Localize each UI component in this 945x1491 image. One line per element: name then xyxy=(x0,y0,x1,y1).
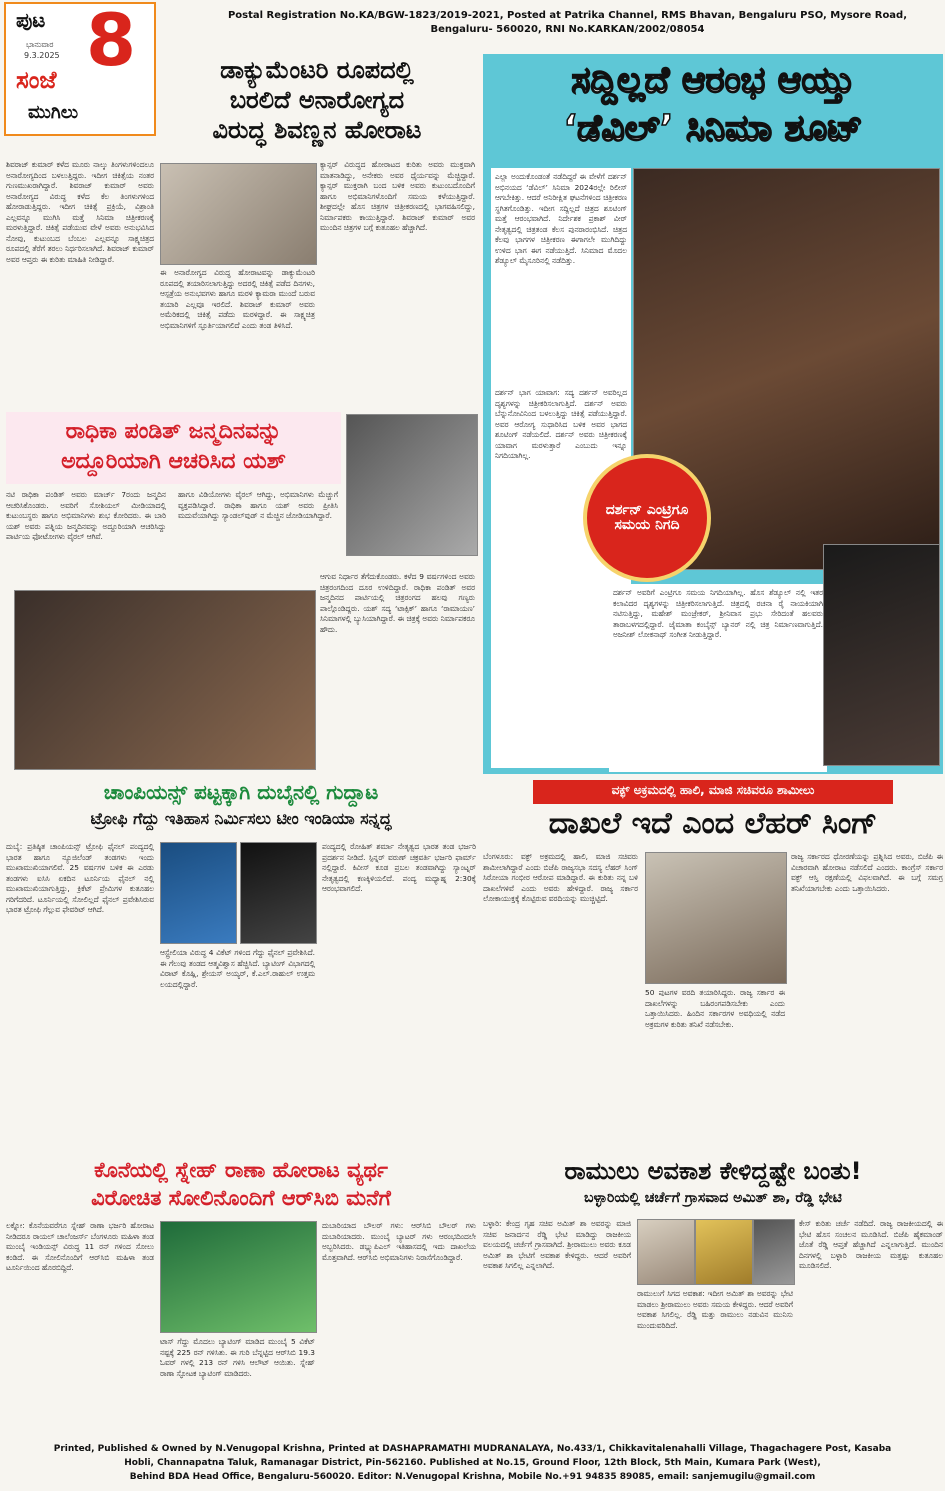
day: ಭಾನುವಾರ xyxy=(26,40,54,49)
callout-circle xyxy=(583,454,711,582)
party-group-photo xyxy=(14,590,316,770)
santner-photo xyxy=(240,842,317,944)
article-body: ಬೆಂಗಳೂರು: ವಕ್ಫ್ ಅಕ್ರಮದಲ್ಲಿ ಹಾಲಿ, ಮಾಜಿ ಸಚಿವರು ಶಾಮೀಲಾಗಿದ್ದಾರೆ ಎಂದು ಬಿಜೆಪಿ ರಾಜ್ಯಸಭಾ ಸದಸ್ಯ ಲೆಹರ್ ಸಿಂಗ್ ಸಿರೋಯಾ ಗಂಭೀರ ಆರೋಪ ಮಾಡಿದ್ದಾರೆ. ಈ ಕುರಿತು ನನ್ನ ಬಳಿ ದಾಖಲೆಗಳಿವೆ ಎಂದು ಅವರು ಹೇಳಿದ್ದಾರೆ. ರಾಜ್ಯ ಸರ್ಕಾರ ಲೋಕಾಯುಕ್ತಕ್ಕೆ ಕೊಟ್ಟಿರುವ ವರದಿಯನ್ನು ಮುಚ್ಚಿಟ್ಟಿದೆ. xyxy=(483,852,638,903)
headline-line: ಬರಲಿದೆ ಅನಾರೋಗ್ಯದ xyxy=(229,86,405,114)
article-body: ದುಬಾರಿಯಾದ ಬೌಲರ್ ಗಳು: ಆರ್‌ಸಿಬಿ ಬೌಲರ್ ಗಳು ದುಬಾರಿಯಾದರು. ಮುಂಬೈ ಬ್ಯಾಟರ್ ಗಳು ಆರಂಭದಿಂದಲೇ ಅಬ್ಬರಿಸಿದರು. ಡಬ್ಲ್ಯುಪಿಎಲ್ ಇತಿಹಾಸದಲ್ಲಿ ಇದು ದಾಖಲೆಯ ಮೊತ್ತವಾಗಿದೆ. ಆರ್‌ಸಿಬಿ ಅಭಿಮಾನಿಗಳು ನಿರಾಸೆಗೊಂಡಿದ್ದಾರೆ. xyxy=(322,1221,476,1262)
article-radhika xyxy=(6,412,476,772)
article-body: ದರ್ಶನ್ ಭಾಗ ಯಾವಾಗ: ಸದ್ಯ ದರ್ಶನ್ ಅವರಿಲ್ಲದ ದೃಶ್ಯಗಳನ್ನು ಚಿತ್ರೀಕರಿಸಲಾಗುತ್ತಿದೆ. ದರ್ಶನ್ ಅವರು ಬೆನ್ನುನೋವಿನಿಂದ ಬಳಲುತ್ತಿದ್ದು ಚಿಕಿತ್ಸೆ ಪಡೆಯುತ್ತಿದ್ದಾರೆ. ಅವರ ಆರೋಗ್ಯ ಸುಧಾರಿಸಿದ ಬಳಿಕ ಅವರ ಭಾಗದ ಶೂಟಿಂಗ್ ನಡೆಯಲಿದೆ. ದರ್ಶನ್ ಅವರು ಚಿತ್ರೀಕರಣಕ್ಕೆ ಯಾವಾಗ ಮರಳುತ್ತಾರೆ ಎಂಬುದು ಇನ್ನೂ ನಿಗದಿಯಾಗಿಲ್ಲ. xyxy=(495,388,627,460)
article-body: ದರ್ಶನ್ ಅವರಿಗೆ ಎಂಟ್ರಿಗೂ ಸಮಯ ನಿಗದಿಯಾಗಿಲ್ಲ. ಹೊಸ ಶೆಡ್ಯೂಲ್ ನಲ್ಲಿ ಇತರ ಕಲಾವಿದರ ದೃಶ್ಯಗಳನ್ನು ಚಿತ್ರೀಕರಿಸಲಾಗುತ್ತಿದೆ. ಚಿತ್ರದಲ್ಲಿ ರಚನಾ ರೈ ನಾಯಕಿಯಾಗಿ ನಟಿಸುತ್ತಿದ್ದು, ಮಹೇಶ್ ಮಂಜ್ರೇಕರ್, ಶ್ರೀನಿವಾಸ ಪ್ರಭು ಸೇರಿದಂತೆ ಹಲವರು ತಾರಾಬಳಗದಲ್ಲಿದ್ದಾರೆ. ಜೈಮಾತಾ ಕಂಬೈನ್ಸ್ ಬ್ಯಾನರ್ ನಲ್ಲಿ ಚಿತ್ರ ನಿರ್ಮಾಣವಾಗುತ್ತಿದೆ. ಅಜನೀಶ್ ಲೋಕನಾಥ್ ಸಂಗೀತ ನೀಡುತ್ತಿದ್ದಾರೆ. xyxy=(609,584,827,772)
headline-box xyxy=(6,412,341,484)
article-body: ಲಕ್ನೋ: ಕೊನೆಯವರೆಗೂ ಸ್ನೇಹ್ ರಾಣಾ ಭರ್ಜರಿ ಹೋರಾಟ ನೀಡಿದರೂ ರಾಯಲ್ ಚಾಲೆಂಜರ್ಸ್ ಬೆಂಗಳೂರು ಮಹಿಳಾ ತಂಡ ಮುಂಬೈ ಇಂಡಿಯನ್ಸ್ ವಿರುದ್ಧ 11 ರನ್ ಗಳಿಂದ ಸೋಲು ಕಂಡಿದೆ. ಈ ಸೋಲಿನೊಂದಿಗೆ ಆರ್‌ಸಿಬಿ ಮಹಿಳಾ ತಂಡ ಟೂರ್ನಿಯಿಂದ ಹೊರಬಿದ್ದಿದೆ. xyxy=(6,1221,154,1272)
yash-radhika-photo xyxy=(346,414,478,556)
headline-line: ವಿರುದ್ಧ ಶಿವಣ್ಣನ ಹೋರಾಟ xyxy=(212,116,422,144)
page-word: ಪುಟ xyxy=(16,8,46,32)
callout-text: ದರ್ಶನ್ ಎಂಟ್ರಿಗೂ ಸಮಯ ನಿಗದಿ xyxy=(605,501,689,533)
amit-shah-photo xyxy=(637,1219,695,1285)
article-shivanna xyxy=(157,54,477,154)
reddy-photo xyxy=(695,1219,753,1285)
rohit-photo xyxy=(160,842,237,944)
headline-line: ದಾಖಲೆ ಇದೆ ಎಂದ ಲೆಹರ್ ಸಿಂಗ್ xyxy=(548,806,878,841)
paper-name-2: ಮುಗಿಲು xyxy=(28,102,79,123)
article-body: ಬಳ್ಳಾರಿ: ಕೇಂದ್ರ ಗೃಹ ಸಚಿವ ಅಮಿತ್ ಶಾ ಅವರನ್ನು ಮಾಜಿ ಸಚಿವ ಜನಾರ್ದನ ರೆಡ್ಡಿ ಭೇಟಿ ಮಾಡಿದ್ದು ರಾಜಕೀಯ ವಲಯದಲ್ಲಿ ಚರ್ಚೆಗೆ ಗ್ರಾಸವಾಗಿದೆ. ಶ್ರೀರಾಮುಲು ಅವರು ಕೂಡ ಅಮಿತ್ ಶಾ ಭೇಟಿಗೆ ಅವಕಾಶ ಕೇಳಿದ್ದರು. ಆದರೆ ಅವರಿಗೆ ಅವಕಾಶ ಸಿಗಲಿಲ್ಲ ಎನ್ನಲಾಗಿದೆ. xyxy=(483,1219,631,1270)
footer-line: Behind BDA Head Office, Bengaluru-560020. Editor: N.Venugopal Krishna, Mobile No.+91 94835 89085, email: sanjemugilu@gmail.com xyxy=(129,1472,816,1482)
article-body: ಪಂದ್ಯದಲ್ಲಿ ರೋಹಿತ್ ಶರ್ಮಾ ನೇತೃತ್ವದ ಭಾರತ ತಂಡ ಭರ್ಜರಿ ಪ್ರದರ್ಶನ ನೀಡಿದೆ. ಸ್ಪಿನ್ನರ್ ವರುಣ್ ಚಕ್ರವರ್ತಿ ಭರ್ಜರಿ ಫಾರ್ಮ್ ನಲ್ಲಿದ್ದಾರೆ. ಕಿವೀಸ್ ಕೂಡ ಪ್ರಬಲ ತಂಡವಾಗಿದ್ದು ಸ್ಯಾಂಟ್ನರ್ ನೇತೃತ್ವದಲ್ಲಿ ಕಣಕ್ಕಿಳಿಯಲಿದೆ. ಪಂದ್ಯ ಮಧ್ಯಾಹ್ನ 2:30ಕ್ಕೆ ಆರಂಭವಾಗಲಿದೆ. xyxy=(322,842,476,893)
article-body: ಈ ಅನಾರೋಗ್ಯದ ವಿರುದ್ಧ ಹೋರಾಟವನ್ನು ಡಾಕ್ಯುಮೆಂಟರಿ ರೂಪದಲ್ಲಿ ತಯಾರಿಸಲಾಗುತ್ತಿದ್ದು ಅದರಲ್ಲಿ ಚಿಕಿತ್ಸೆ ಪಡೆದ ದಿನಗಳು, ಆಸ್ಪತ್ರೆಯ ಅನುಭವಗಳು ಹಾಗೂ ಮರಳಿ ಕ್ಯಾಮರಾ ಮುಂದೆ ಬರುವ ತಯಾರಿ ಎಲ್ಲವೂ ಇರಲಿದೆ. ಶಿವರಾಜ್ ಕುಮಾರ್ ಅವರು ಅಮೆರಿಕದಲ್ಲಿ ಚಿಕಿತ್ಸೆ ಪಡೆದು ಮರಳಿದ್ದಾರೆ. ಈ ಸಾಕ್ಷ್ಯಚಿತ್ರ ಅಭಿಮಾನಿಗಳಿಗೆ ಸ್ಫೂರ್ತಿಯಾಗಲಿದೆ ಎಂದು ತಂಡ ತಿಳಿಸಿದೆ. xyxy=(160,268,315,330)
footer-line: Printed, Published & Owned by N.Venugopal Krishna, Printed at DASHAPRAMATHI MUDRANALAYA, No.433/1, Chikkavitalenahalli Village, Thagachagere Post, Kasaba xyxy=(53,1444,892,1454)
headline-line: ವಿರೋಚಿತ ಸೋಲಿನೊಂದಿಗೆ ಆರ್‌ಸಿಬಿ ಮನೆಗೆ xyxy=(91,1186,391,1210)
article-ramulu xyxy=(483,1157,943,1435)
article-champions xyxy=(6,780,476,1150)
footer xyxy=(0,1438,945,1491)
page-label-box xyxy=(4,2,156,136)
footer-line: Hobli, Channapatna Taluk, Ramanagar District, Pin-562160. Published at No.15, Ground Floor, 12th Block, 5th Main, Kumara Park (West), xyxy=(124,1458,821,1468)
headline-line: ಕೊನೆಯಲ್ಲಿ ಸ್ನೇಹ್ ರಾಣಾ ಹೋರಾಟ ವ್ಯರ್ಥ xyxy=(94,1158,388,1182)
ramulu-photo xyxy=(753,1219,795,1285)
article-body: ಕ್ಯಾನ್ಸರ್ ವಿರುದ್ಧದ ಹೋರಾಟದ ಕುರಿತು ಅವರು ಮುಕ್ತವಾಗಿ ಮಾತನಾಡಿದ್ದು, ಅನೇಕರು ಅವರ ಧೈರ್ಯವನ್ನು ಮೆಚ್ಚಿದ್ದಾರೆ. ಕ್ಯಾನ್ಸರ್ ಮುಕ್ತರಾಗಿ ಬಂದ ಬಳಿಕ ಅವರು ಕುಟುಂಬದೊಂದಿಗೆ ಹಾಗೂ ಅಭಿಮಾನಿಗಳೊಂದಿಗೆ ಸಮಯ ಕಳೆಯುತ್ತಿದ್ದಾರೆ. ಶೀಘ್ರದಲ್ಲೇ ಹೊಸ ಚಿತ್ರಗಳ ಚಿತ್ರೀಕರಣದಲ್ಲಿ ಭಾಗವಹಿಸಲಿದ್ದು, ನಿರ್ಮಾಪಕರು ಕಾಯುತ್ತಿದ್ದಾರೆ. ಶಿವರಾಜ್ ಕುಮಾರ್ ಅವರ ಮುಂದಿನ ಚಿತ್ರಗಳ ಬಗ್ಗೆ ಕುತೂಹಲ ಹೆಚ್ಚಾಗಿದೆ. xyxy=(320,160,475,232)
page-number: 8 xyxy=(86,0,137,82)
article-lahar xyxy=(483,780,943,1150)
headline-line: ಡಾಕ್ಯುಮೆಂಟರಿ ರೂಪದಲ್ಲಿ xyxy=(220,56,414,84)
headline-line: ಸದ್ದಿಲ್ಲದೆ ಆರಂಭ ಆಯ್ತು xyxy=(571,60,855,101)
registration-line-2: Bengaluru- 560020, RNI No.KARKAN/2002/08054 xyxy=(430,24,705,35)
article-body: ದುಬೈ: ಪ್ರತಿಷ್ಠಿತ ಚಾಂಪಿಯನ್ಸ್ ಟ್ರೋಫಿ ಫೈನಲ್ ಪಂದ್ಯದಲ್ಲಿ ಭಾರತ ಹಾಗೂ ನ್ಯೂಜಿಲೆಂಡ್ ತಂಡಗಳು ಇಂದು ಮುಖಾಮುಖಿಯಾಗಲಿವೆ. 25 ವರ್ಷಗಳ ಬಳಿಕ ಈ ಎರಡು ತಂಡಗಳು ಐಸಿಸಿ ಏಕದಿನ ಟೂರ್ನಿಯ ಫೈನಲ್ ನಲ್ಲಿ ಮುಖಾಮುಖಿಯಾಗುತ್ತಿದ್ದು, ಕ್ರಿಕೆಟ್ ಪ್ರೇಮಿಗಳ ಕುತೂಹಲ ಗರಿಗೆದರಿದೆ. ಟೂರ್ನಿಯಲ್ಲಿ ಸೋಲಿಲ್ಲದೆ ಫೈನಲ್ ಪ್ರವೇಶಿಸಿರುವ ಭಾರತ ಟ್ರೋಫಿ ಗೆಲ್ಲುವ ಫೇವರಿಟ್ ಆಗಿದೆ. xyxy=(6,842,154,914)
article-body: ಎಲ್ಲಾ ಅಂದುಕೊಂಡಂತೆ ನಡೆದಿದ್ದರೆ ಈ ವೇಳೆಗೆ ದರ್ಶನ್ ಅಭಿನಯದ ‘ಡೆವಿಲ್’ ಸಿನಿಮಾ 2024ರಲ್ಲೇ ರಿಲೀಸ್ ಆಗಬೇಕಿತ್ತು. ಆದರೆ ಅನಿರೀಕ್ಷಿತ ಘಟನೆಗಳಿಂದ ಚಿತ್ರೀಕರಣ ಸ್ಥಗಿತಗೊಂಡಿತ್ತು. ಇದೀಗ ಸದ್ದಿಲ್ಲದೆ ಚಿತ್ರದ ಶೂಟಿಂಗ್ ಮತ್ತೆ ಆರಂಭವಾಗಿದೆ. ನಿರ್ದೇಶಕ ಪ್ರಕಾಶ್ ವೀರ್ ನೇತೃತ್ವದಲ್ಲಿ ಚಿತ್ರತಂಡ ಕೆಲಸ ಪುನರಾರಂಭಿಸಿದೆ. ಚಿತ್ರದ ಕೆಲವು ಭಾಗಗಳ ಚಿತ್ರೀಕರಣ ಈಗಾಗಲೇ ಮುಗಿದಿದ್ದು ಉಳಿದ ಭಾಗ ಈಗ ನಡೆಯುತ್ತಿದೆ. ಸಿನಿಮಾದ ಮೊದಲ ಶೆಡ್ಯೂಲ್ ಮೈಸೂರಿನಲ್ಲಿ ನಡೆದಿತ್ತು. xyxy=(495,172,627,265)
article-body: ಆಸ್ಟ್ರೇಲಿಯಾ ವಿರುದ್ಧ 4 ವಿಕೆಟ್ ಗಳಿಂದ ಗೆದ್ದು ಫೈನಲ್ ಪ್ರವೇಶಿಸಿದೆ. ಈ ಗೆಲುವು ತಂಡದ ಆತ್ಮವಿಶ್ವಾಸ ಹೆಚ್ಚಿಸಿದೆ. ಬ್ಯಾಟಿಂಗ್ ವಿಭಾಗದಲ್ಲಿ ವಿರಾಟ್ ಕೊಹ್ಲಿ, ಶ್ರೇಯಸ್ ಅಯ್ಯರ್, ಕೆ.ಎಲ್.ರಾಹುಲ್ ಉತ್ತಮ ಲಯದಲ್ಲಿದ್ದಾರೆ. xyxy=(160,948,315,989)
darshan-sunglasses-photo xyxy=(823,544,940,766)
sneh-rana-photo xyxy=(160,1221,317,1333)
headline-line: ಟ್ರೋಫಿ ಗೆದ್ದು ಇತಿಹಾಸ ನಿರ್ಮಿಸಲು ಟೀಂ ಇಂಡಿಯಾ ಸನ್ನದ್ಧ xyxy=(90,809,392,828)
article-body: ಹಾಗೂ ವಿಡಿಯೋಗಳು ವೈರಲ್ ಆಗಿದ್ದು, ಅಭಿಮಾನಿಗಳು ಮೆಚ್ಚುಗೆ ವ್ಯಕ್ತಪಡಿಸಿದ್ದಾರೆ. ರಾಧಿಕಾ ಹಾಗೂ ಯಶ್ ಅವರು ಪ್ರೀತಿಸಿ ಮದುವೆಯಾಗಿದ್ದು ಸ್ಯಾಂಡಲ್‌ವುಡ್ ನ ಮೆಚ್ಚಿನ ಜೋಡಿಯಾಗಿದ್ದಾರೆ. xyxy=(178,490,338,520)
article-body: ಕೇಸ್ ಕುರಿತು ಚರ್ಚೆ ನಡೆದಿದೆ. ರಾಜ್ಯ ರಾಜಕೀಯದಲ್ಲಿ ಈ ಭೇಟಿ ಹೊಸ ಸಂಚಲನ ಮೂಡಿಸಿದೆ. ಬಿಜೆಪಿ ಹೈಕಮಾಂಡ್ ಜೊತೆ ರೆಡ್ಡಿ ಆಪ್ತತೆ ಹೆಚ್ಚಾಗಿದೆ ಎನ್ನಲಾಗುತ್ತಿದೆ. ಮುಂದಿನ ದಿನಗಳಲ್ಲಿ ಬಳ್ಳಾರಿ ರಾಜಕೀಯ ಮತ್ತಷ್ಟು ಕುತೂಹಲ ಮೂಡಿಸಲಿದೆ. xyxy=(799,1219,943,1270)
headline-line: ಚಾಂಪಿಯನ್ಸ್ ಪಟ್ಟಕ್ಕಾಗಿ ದುಬೈನಲ್ಲಿ ಗುದ್ದಾಟ xyxy=(103,780,379,804)
paper-name-1: ಸಂಜೆ xyxy=(16,66,57,94)
kicker-box xyxy=(533,780,893,804)
subheadline: ಬಳ್ಳಾರಿಯಲ್ಲಿ ಚರ್ಚೆಗೆ ಗ್ರಾಸವಾದ ಅಮಿತ್ ಶಾ, ರೆಡ್ಡಿ ಭೇಟಿ xyxy=(584,1190,842,1206)
article-body: ರಾಮುಲುಗೆ ಸಿಗದ ಅವಕಾಶ: ಇದೀಗ ಅಮಿತ್ ಶಾ ಅವರನ್ನು ಭೇಟಿ ಮಾಡಲು ಶ್ರೀರಾಮುಲು ಅವರು ಸಮಯ ಕೇಳಿದ್ದರು. ಆದರೆ ಅವರಿಗೆ ಅವಕಾಶ ಸಿಗಲಿಲ್ಲ. ರೆಡ್ಡಿ ಮತ್ತು ರಾಮುಲು ನಡುವಿನ ಮುನಿಸು ಮುಂದುವರಿದಿದೆ. xyxy=(637,1289,793,1330)
article-body: ನಟಿ ರಾಧಿಕಾ ಪಂಡಿತ್ ಅವರು ಮಾರ್ಚ್ 7ರಂದು ಜನ್ಮದಿನ ಆಚರಿಸಿಕೊಂಡರು. ಅವರಿಗೆ ಸೋಶಿಯಲ್ ಮೀಡಿಯಾದಲ್ಲಿ ಕುಟುಂಬಸ್ಥರು ಹಾಗೂ ಅಭಿಮಾನಿಗಳು ಶುಭ ಕೋರಿದರು. ಈ ಬಾರಿ ಯಶ್ ಅವರು ಪತ್ನಿಯ ಜನ್ಮದಿನವನ್ನು ಅದ್ದೂರಿಯಾಗಿ ಆಚರಿಸಿದ್ದು ಪಾರ್ಟಿಯ ಫೋಟೋಗಳು ವೈರಲ್ ಆಗಿವೆ. xyxy=(6,490,166,541)
article-body: ರಾಜ್ಯ ಸರ್ಕಾರದ ಧೋರಣೆಯನ್ನು ಪ್ರಶ್ನಿಸಿದ ಅವರು, ಬಿಜೆಪಿ ಈ ವಿಚಾರವಾಗಿ ಹೋರಾಟ ನಡೆಸಲಿದೆ ಎಂದರು. ಕಾಂಗ್ರೆಸ್ ಸರ್ಕಾರ ವಕ್ಫ್ ಆಸ್ತಿ ರಕ್ಷಣೆಯಲ್ಲಿ ವಿಫಲವಾಗಿದೆ. ಈ ಬಗ್ಗೆ ಸಮಗ್ರ ತನಿಖೆಯಾಗಬೇಕು ಎಂದು ಒತ್ತಾಯಿಸಿದರು. xyxy=(791,852,943,893)
article-body: ಶಿವರಾಜ್ ಕುಮಾರ್ ಕಳೆದ ಮೂರು ನಾಲ್ಕು ತಿಂಗಳುಗಳಿಂದಲೂ ಅನಾರೋಗ್ಯದಿಂದ ಬಳಲುತ್ತಿದ್ದರು. ಇದೀಗ ಚಿಕಿತ್ಸೆಯ ನಂತರ ಗುಣಮುಖರಾಗಿದ್ದಾರೆ. ಶಿವರಾಜ್ ಕುಮಾರ್ ಅವರು ಅನಾರೋಗ್ಯದ ವಿರುದ್ಧ ಕಳೆದ ಕೆಲ ತಿಂಗಳುಗಳಿಂದ ಹೋರಾಡುತ್ತಿದ್ದರು. ಇದೀಗ ಚಿಕಿತ್ಸೆ ಪ್ರಕ್ರಿಯೆ, ವಿಶ್ರಾಂತಿ ಎಲ್ಲವನ್ನೂ ಮುಗಿಸಿ ಮತ್ತೆ ಸಿನಿಮಾ ಚಿತ್ರೀಕರಣಕ್ಕೆ ಮರಳುತ್ತಿದ್ದಾರೆ. ಚಿಕಿತ್ಸೆ ಪಡೆಯುವ ವೇಳೆ ಅವರು ಅನುಭವಿಸಿದ ನೋವು, ಕುಟುಂಬದ ಬೆಂಬಲ ಎಲ್ಲವನ್ನೂ ಸಾಕ್ಷ್ಯಚಿತ್ರದ ರೂಪದಲ್ಲಿ ತೆರೆಗೆ ತರಲು ನಿರ್ಧರಿಸಲಾಗಿದೆ. ಶಿವರಾಜ್ ಕುಮಾರ್ ಅವರ ಆಪ್ತರು ಈ ಕುರಿತು ಮಾಹಿತಿ ನೀಡಿದ್ದಾರೆ. xyxy=(6,160,154,264)
headline-line: ರಾಧಿಕಾ ಪಂಡಿತ್ ಜನ್ಮದಿನವನ್ನು xyxy=(65,419,282,444)
date: 9.3.2025 xyxy=(24,51,60,60)
article-rcb xyxy=(6,1157,476,1435)
registration-line-1: Postal Registration No.KA/BGW-1823/2019-2021, Posted at Patrika Channel, RMS Bhavan, Bengaluru PSO, Mysore Road, xyxy=(227,10,908,21)
headline-line: ಅದ್ದೂರಿಯಾಗಿ ಆಚರಿಸಿದ ಯಶ್ xyxy=(61,449,286,474)
article-body: ಆಗುವ ನಿರ್ಧಾರ ತೆಗೆದುಕೊಂಡರು. ಕಳೆದ 9 ವರ್ಷಗಳಿಂದ ಅವರು ಚಿತ್ರರಂಗದಿಂದ ದೂರ ಉಳಿದಿದ್ದಾರೆ. ರಾಧಿಕಾ ಪಂಡಿತ್ ಅವರ ಜನ್ಮದಿನದ ಪಾರ್ಟಿಯಲ್ಲಿ ಚಿತ್ರರಂಗದ ಹಲವು ಗಣ್ಯರು ಪಾಲ್ಗೊಂಡಿದ್ದರು. ಯಶ್ ಸದ್ಯ ‘ಟಾಕ್ಸಿಕ್’ ಹಾಗೂ ‘ರಾಮಾಯಣ’ ಸಿನಿಮಾಗಳಲ್ಲಿ ಬ್ಯುಸಿಯಾಗಿದ್ದಾರೆ. ಈ ಚಿತ್ರಕ್ಕೆ ಅವರು ನಿರ್ಮಾಪಕರೂ ಹೌದು. xyxy=(320,572,475,634)
lahar-singh-photo xyxy=(645,852,787,984)
kicker-text: ವಕ್ಫ್ ಅಕ್ರಮದಲ್ಲಿ ಹಾಲಿ, ಮಾಜಿ ಸಚಿವರೂ ಶಾಮೀಲು xyxy=(611,783,815,797)
article-devil xyxy=(483,54,943,774)
headline-line: ‘ಡೆವಿಲ್’ ಸಿನಿಮಾ ಶೂಟ್ xyxy=(563,108,863,149)
shivanna-photo xyxy=(160,163,317,265)
article-body: 50 ಪುಟಗಳ ವರದಿ ತಯಾರಿಸಿದ್ದರು. ರಾಜ್ಯ ಸರ್ಕಾರ ಈ ದಾಖಲೆಗಳನ್ನು ಬಹಿರಂಗಪಡಿಸಬೇಕು ಎಂದು ಒತ್ತಾಯಿಸಿದರು. ಹಿಂದಿನ ಸರ್ಕಾರಗಳ ಅವಧಿಯಲ್ಲಿ ನಡೆದ ಅಕ್ರಮಗಳ ಕುರಿತು ತನಿಖೆ ನಡೆಸಬೇಕು. xyxy=(645,988,785,1029)
headline-line: ರಾಮುಲು ಅವಕಾಶ ಕೇಳಿದ್ದಷ್ಟೇ ಬಂತು! xyxy=(564,1157,862,1185)
article-body: ಟಾಸ್ ಗೆದ್ದು ಮೊದಲು ಬ್ಯಾಟಿಂಗ್ ಮಾಡಿದ ಮುಂಬೈ 5 ವಿಕೆಟ್ ನಷ್ಟಕ್ಕೆ 225 ರನ್ ಗಳಿಸಿತು. ಈ ಗುರಿ ಬೆನ್ನಟ್ಟಿದ ಆರ್‌ಸಿಬಿ 19.3 ಓವರ್ ಗಳಲ್ಲಿ 213 ರನ್ ಗಳಿಸಿ ಆಲೌಟ್ ಆಯಿತು. ಸ್ನೇಹ್ ರಾಣಾ ಸ್ಫೋಟಕ ಬ್ಯಾಟಿಂಗ್ ಮಾಡಿದರು. xyxy=(160,1337,315,1378)
